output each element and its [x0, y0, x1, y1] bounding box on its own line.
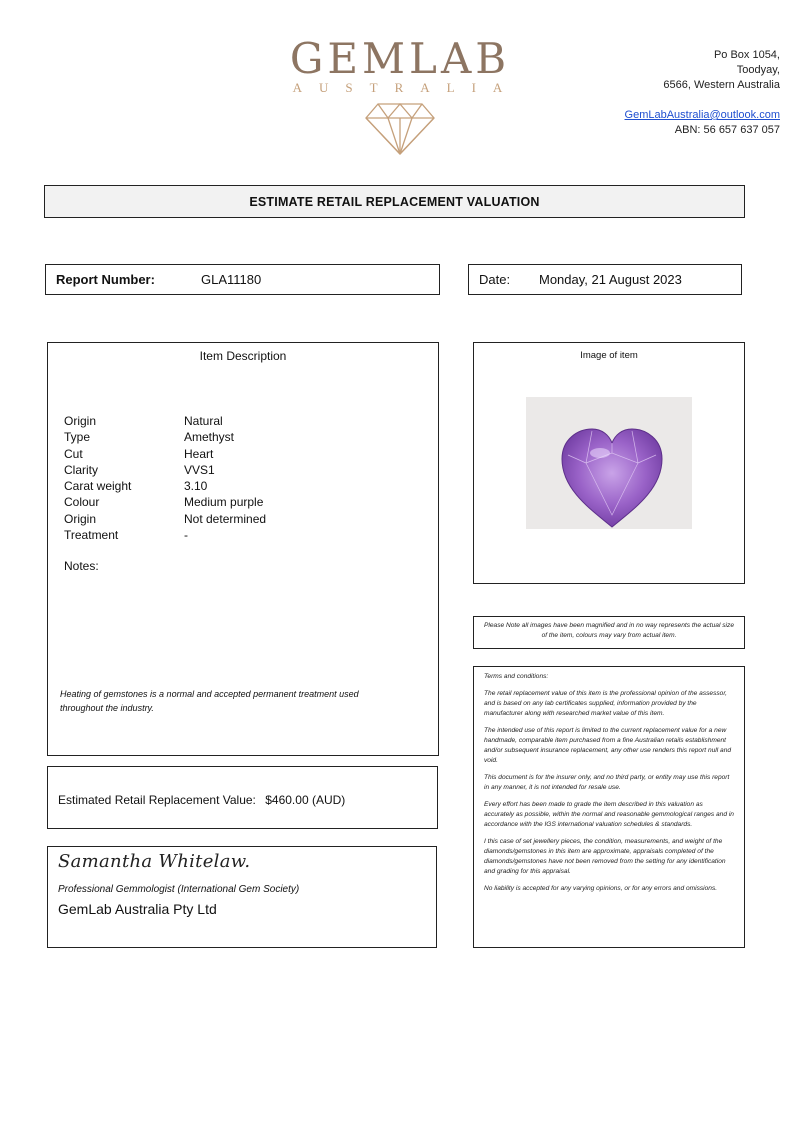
- contact-block: [625, 108, 780, 138]
- signatory-role: Professional Gemmologist (International Gem Society): [58, 884, 300, 895]
- item-details-list: [64, 413, 266, 543]
- item-image-heading: Image of item: [580, 350, 638, 361]
- date-box: [468, 264, 742, 295]
- terms-heading: Terms and conditions:: [484, 673, 549, 680]
- detail-row: Treatment -: [64, 528, 188, 543]
- abn-number: ABN: 56 657 637 057: [674, 124, 780, 136]
- company-name: GemLab Australia Pty Ltd: [58, 901, 217, 917]
- terms-paragraph: I this case of set jewellery pieces, the condition, measurements, and weight of the diamonds/gemstones in this item are approximate, appraisals completed of the diamonds/gemstones have not been removed from the setting for any identification and grading for this appraisal.: [484, 838, 726, 875]
- terms-paragraph: This document is for the insurer only, and no third party, or entity may use this report in any manner, it is not intended for resale use.: [484, 774, 730, 791]
- diamond-logo-icon: [364, 100, 436, 156]
- terms-paragraph: The intended use of this report is limited to the current replacement value for a new handmade, comparable item purchased from a fine Australian retails establishment and/or subsequent insurance replacement, any other use renders this report null and void.: [484, 727, 732, 764]
- detail-row: Clarity VVS1: [64, 462, 215, 477]
- date-value: Monday, 21 August 2023: [539, 272, 682, 287]
- heating-note: Heating of gemstones is a normal and accepted permanent treatment used throughout the industry.: [60, 689, 359, 713]
- report-number-value: GLA11180: [201, 272, 262, 287]
- amethyst-heart-image: [556, 423, 668, 535]
- email-link[interactable]: GemLabAustralia@outlook.com: [624, 109, 780, 121]
- valuation-line: [58, 793, 345, 807]
- address-block: [663, 48, 780, 93]
- detail-row: Origin Not determined: [64, 511, 267, 526]
- item-image-panel: [473, 342, 745, 584]
- document-title: ESTIMATE RETAIL REPLACEMENT VALUATION: [44, 185, 745, 218]
- detail-row: Colour Medium purple: [64, 495, 264, 510]
- detail-row: Type Amethyst: [64, 430, 235, 445]
- detail-row: Origin Natural: [64, 414, 223, 428]
- terms-paragraph: Every effort has been made to grade the item described in this valuation as accurately as possible, within the normal and reasonable gemmological ranges and in accordance with the IGS international valuation schedules & standards.: [484, 801, 734, 828]
- signature-box: [47, 846, 437, 948]
- terms-paragraph: No liability is accepted for any varying opinions, or for any errors and omissions.: [484, 885, 718, 892]
- image-disclaimer: Please Note all images have been magnified and in no way represents the actual size of the item, colours may vary from actual item.: [484, 622, 734, 639]
- detail-row: Carat weight 3.10: [64, 479, 208, 494]
- terms-panel: [473, 666, 745, 948]
- address-line-3: 6566, Western Australia: [663, 79, 780, 91]
- report-number-label: Report Number:: [56, 272, 155, 287]
- date-label: Date:: [479, 272, 511, 287]
- valuation-box: [47, 766, 438, 829]
- detail-row: Cut Heart: [64, 446, 214, 461]
- address-line-1: Po Box 1054,: [713, 49, 780, 61]
- logo-wordmark: GEMLAB: [289, 34, 511, 83]
- logo-subtitle: AUSTRALIA: [292, 80, 520, 95]
- address-line-2: Toodyay,: [736, 64, 780, 76]
- terms-paragraph: The retail replacement value of this item is the professional opinion of the assessor, and is based on any lab certificates supplied, information provided by the manufacturer along with researched market value of this item.: [484, 690, 727, 717]
- signature-script: Samantha Whitelaw.: [58, 851, 251, 872]
- notes-label: Notes:: [64, 559, 99, 573]
- image-disclaimer-box: [473, 616, 745, 649]
- valuation-label: Estimated Retail Replacement Value:: [58, 793, 256, 807]
- valuation-value: $460.00 (AUD): [265, 793, 346, 807]
- report-number-box: [45, 264, 440, 295]
- item-description-panel: [47, 342, 439, 756]
- item-description-heading: Item Description: [199, 349, 287, 363]
